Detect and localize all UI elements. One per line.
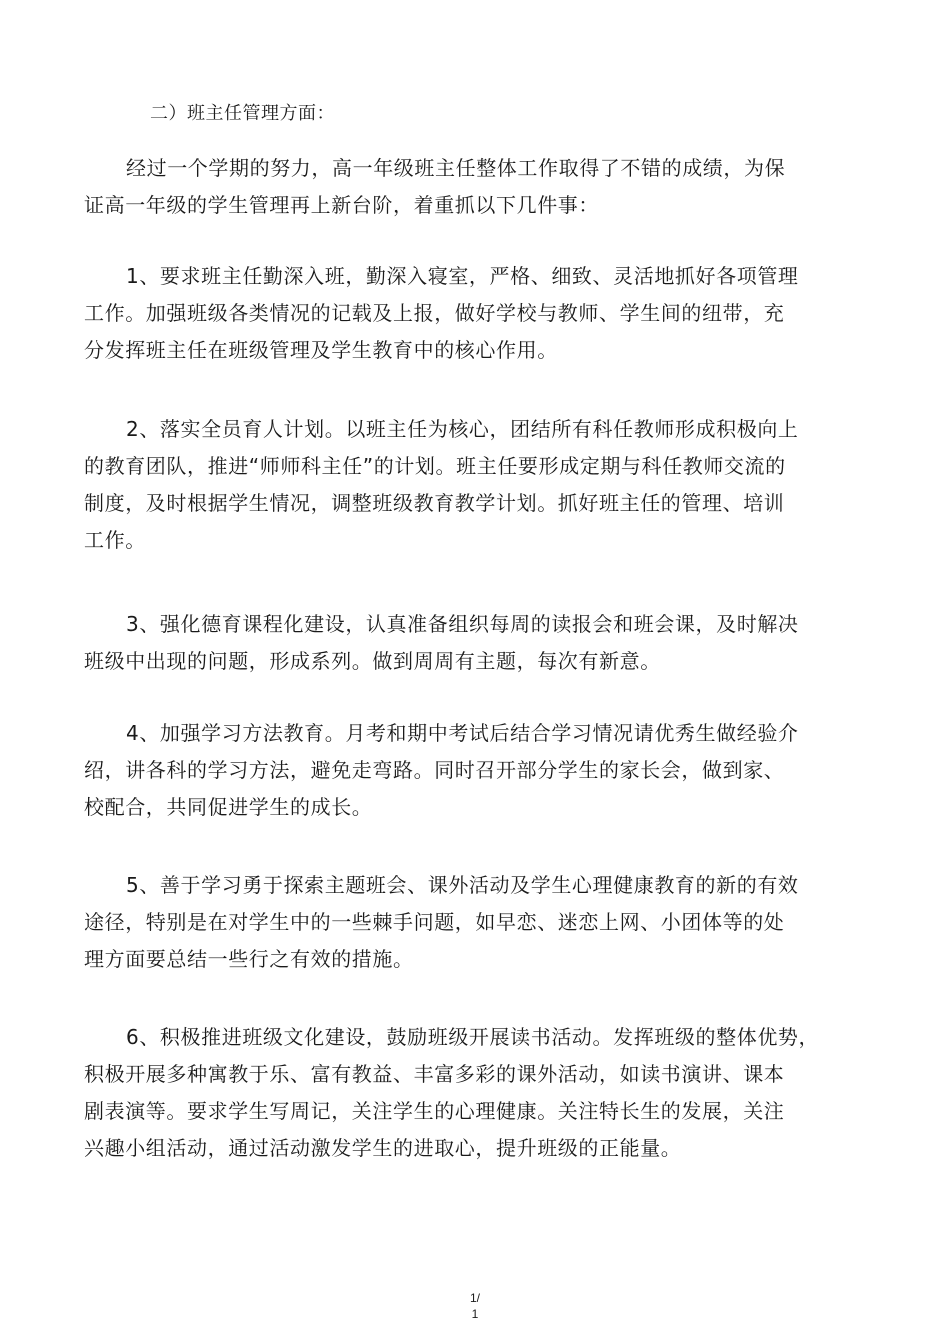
paragraph-line: 分发挥班主任在班级管理及学生教育中的核心作用。	[84, 338, 558, 362]
paragraph-item-1	[84, 258, 874, 369]
paragraph-line: 积极开展多种寓教于乐、富有教益、丰富多彩的课外活动，如读书演讲、课本	[84, 1062, 785, 1086]
paragraph-line: 5、善于学习勇于探索主题班会、课外活动及学生心理健康教育的新的有效	[126, 873, 799, 897]
paragraph-item-2	[84, 411, 874, 559]
paragraph-line: 剧表演等。要求学生写周记，关注学生的心理健康。关注特长生的发展，关注	[84, 1099, 785, 1123]
paragraph-line: 4、加强学习方法教育。月考和期中考试后结合学习情况请优秀生做经验介	[126, 721, 799, 745]
page-number-line1: 1/	[469, 1291, 480, 1305]
paragraph-line: 途径，特别是在对学生中的一些棘手问题，如早恋、迷恋上网、小团体等的处	[84, 910, 785, 934]
paragraph-line: 制度，及时根据学生情况，调整班级教育教学计划。抓好班主任的管理、培训	[84, 491, 785, 515]
page-number-line2: 1	[471, 1307, 479, 1321]
section-heading: 二）班主任管理方面：	[150, 103, 335, 124]
paragraph-item-3	[84, 606, 874, 680]
paragraph-line: 理方面要总结一些行之有效的措施。	[84, 947, 414, 971]
paragraph-line: 2、落实全员育人计划。以班主任为核心，团结所有科任教师形成积极向上	[126, 417, 799, 441]
paragraph-line: 证高一年级的学生管理再上新台阶，着重抓以下几件事：	[84, 193, 599, 217]
paragraph-item-5	[84, 867, 874, 978]
paragraph-line: 兴趣小组活动，通过活动激发学生的进取心，提升班级的正能量。	[84, 1136, 682, 1160]
paragraph-line: 班级中出现的问题，形成系列。做到周周有主题，每次有新意。	[84, 649, 661, 673]
paragraph-line: 工作。加强班级各类情况的记载及上报，做好学校与教师、学生间的纽带，充	[84, 301, 785, 325]
paragraph-item-4	[84, 715, 874, 826]
paragraph-line: 1、要求班主任勤深入班，勤深入寝室，严格、细致、灵活地抓好各项管理	[126, 264, 799, 288]
paragraph-line: 工作。	[84, 528, 146, 552]
paragraph-line: 6、积极推进班级文化建设，鼓励班级开展读书活动。发挥班级的整体优势，	[126, 1025, 820, 1049]
paragraph-line: 经过一个学期的努力，高一年级班主任整体工作取得了不错的成绩，为保	[126, 156, 786, 180]
paragraph-line: 校配合，共同促进学生的成长。	[84, 795, 373, 819]
paragraph-line: 绍，讲各科的学习方法，避免走弯路。同时召开部分学生的家长会，做到家、	[84, 758, 785, 782]
paragraph-item-6	[84, 1019, 874, 1167]
paragraph-line: 3、强化德育课程化建设，认真准备组织每周的读报会和班会课，及时解决	[126, 612, 799, 636]
paragraph-intro	[84, 150, 874, 224]
paragraph-line: 的教育团队，推进“师师科主任”的计划。班主任要形成定期与科任教师交流的	[84, 454, 786, 478]
